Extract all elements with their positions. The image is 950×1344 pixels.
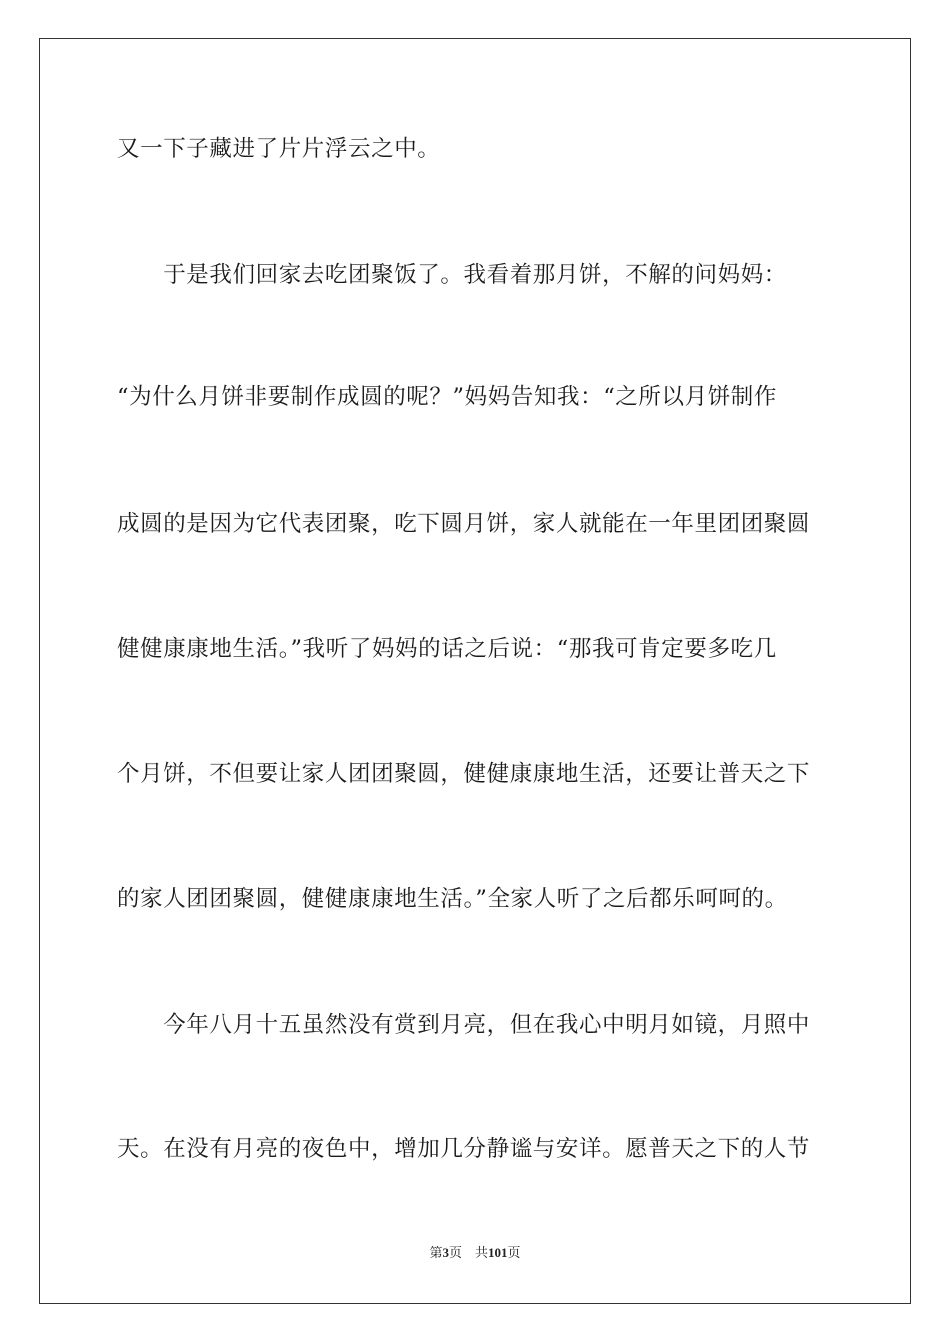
body-text-line: 今年八月十五虽然没有赏到月亮，但在我心中明月如镜，月照中 xyxy=(117,1012,811,1038)
total-pages: 101 xyxy=(488,1245,508,1260)
body-text-line: 天。在没有月亮的夜色中，增加几分静谧与安详。愿普天之下的人节 xyxy=(117,1136,811,1162)
page-prefix: 第 xyxy=(429,1245,443,1260)
body-text-line: 健健康康地生活。”我听了妈妈的话之后说：“那我可肯定要多吃几 xyxy=(117,636,777,662)
body-text-line: 又一下子藏进了片片浮云之中。 xyxy=(117,136,441,162)
body-text-line: 于是我们回家去吃团聚饭了。我看着那月饼，不解的问妈妈： xyxy=(117,262,787,288)
total-prefix: 共 xyxy=(475,1245,489,1260)
page-border xyxy=(39,38,911,1304)
body-text-line: “为什么月饼非要制作成圆的呢？”妈妈告知我：“之所以月饼制作 xyxy=(117,384,778,410)
body-text-line: 的家人团团聚圆，健健康康地生活。”全家人听了之后都乐呵呵的。 xyxy=(117,886,788,912)
page-suffix: 页 xyxy=(448,1245,462,1260)
body-text-line: 个月饼，不但要让家人团团聚圆，健健康康地生活，还要让普天之下 xyxy=(117,761,811,787)
page-footer xyxy=(0,1244,950,1262)
page-number: 3 xyxy=(442,1245,449,1260)
total-suffix: 页 xyxy=(507,1245,521,1260)
body-text-line: 成圆的是因为它代表团聚，吃下圆月饼，家人就能在一年里团团聚圆 xyxy=(117,511,811,537)
